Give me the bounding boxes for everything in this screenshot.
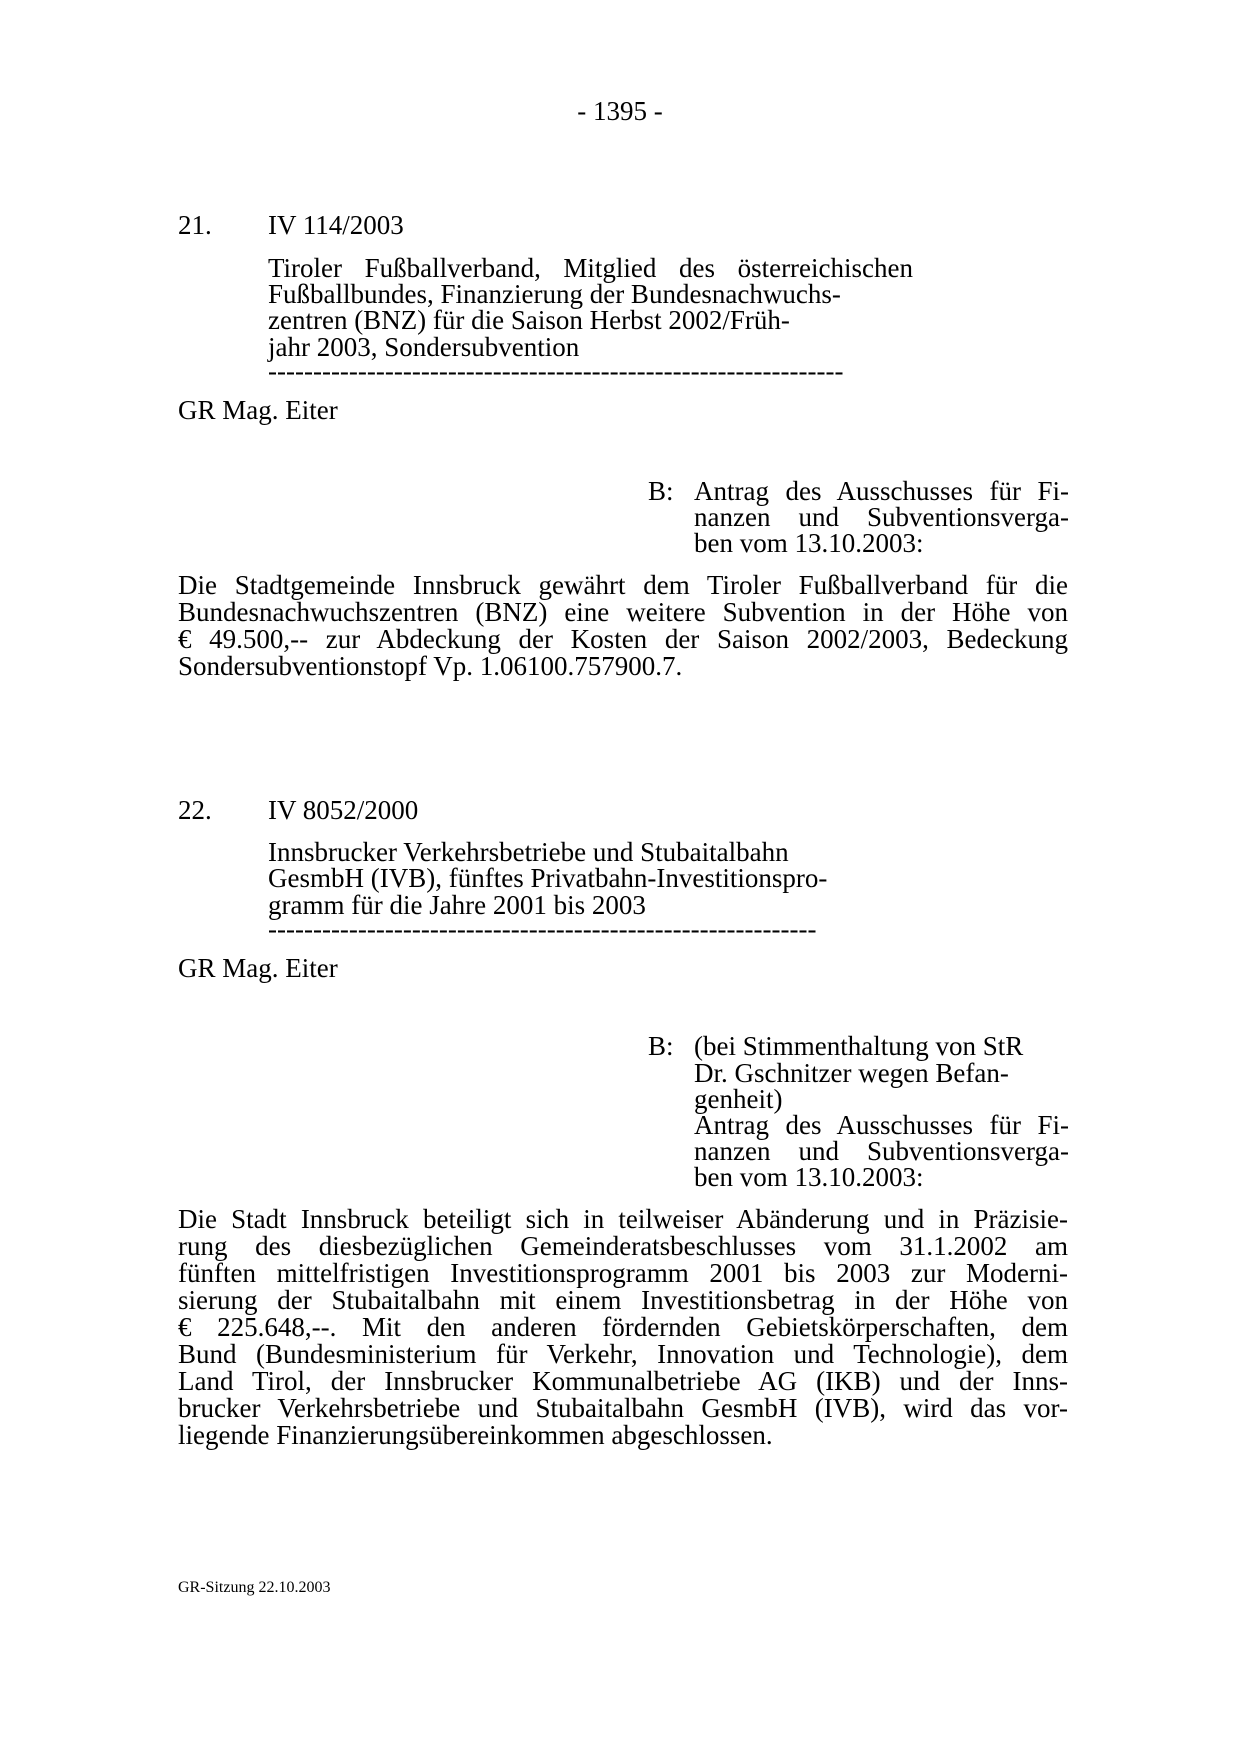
- decision-body-line: fünften mittelfristigen Investitionsprogramm 2001 bis 2003 zur Moderni-: [178, 1258, 1068, 1288]
- decision-body-line: brucker Verkehrsbetriebe und Stubaitalbahn GesmbH (IVB), wird das vor-: [178, 1393, 1068, 1423]
- decision-body-line: liegende Finanzierungsübereinkommen abgeschlossen.: [178, 1420, 773, 1450]
- decision-intro-line: Antrag des Ausschusses für Fi-: [694, 476, 1069, 506]
- decision-note-line: genheit): [694, 1084, 783, 1114]
- decision-note-line: (bei Stimmenthaltung von StR: [694, 1031, 1024, 1061]
- decision-body-line: Die Stadt Innsbruck beteiligt sich in teilweiser Abänderung und in Präzisie-: [178, 1204, 1068, 1234]
- decision-intro-line: nanzen und Subventionsverga-: [694, 502, 1069, 532]
- decision-intro: [694, 1112, 1069, 1192]
- speaker: GR Mag. Eiter: [178, 395, 338, 425]
- decision-note-line: Dr. Gschnitzer wegen Befan-: [694, 1058, 1009, 1088]
- item-reference: IV 8052/2000: [268, 795, 419, 825]
- decision-body: [0, 572, 1240, 682]
- decision-body: [0, 1206, 1240, 1456]
- decision-intro-line: ben vom 13.10.2003:: [694, 1162, 924, 1192]
- item-reference: IV 114/2003: [268, 210, 404, 240]
- decision-body-line: Bundesnachwuchszentren (BNZ) eine weitere Subvention in der Höhe von: [178, 597, 1068, 627]
- page-number: - 1395 -: [577, 96, 663, 126]
- item-subject-line: Fußballbundes, Finanzierung der Bundesnachwuchs-: [268, 279, 841, 309]
- decision-body-line: Die Stadtgemeinde Innsbruck gewährt dem Tiroler Fußballverband für die: [178, 570, 1068, 600]
- decision-intro-line: Antrag des Ausschusses für Fi-: [694, 1110, 1069, 1140]
- decision-intro-line: nanzen und Subventionsverga-: [694, 1136, 1069, 1166]
- decision-body-line: sierung der Stubaitalbahn mit einem Investitionsbetrag in der Höhe von: [178, 1285, 1068, 1315]
- speaker: GR Mag. Eiter: [178, 953, 338, 983]
- separator-line: ----------------------------------------------------------------: [268, 356, 844, 386]
- decision-body-line: rung des diesbezüglichen Gemeinderatsbeschlusses vom 31.1.2002 am: [178, 1231, 1068, 1261]
- decision-body-line: € 49.500,-- zur Abdeckung der Kosten der Saison 2002/2003, Bedeckung: [178, 624, 1068, 654]
- item-subject-line: zentren (BNZ) für die Saison Herbst 2002/Früh-: [268, 305, 790, 335]
- item-subject-line: Tiroler Fußballverband, Mitglied des österreichischen: [268, 253, 913, 283]
- item-subject-line: GesmbH (IVB), fünftes Privatbahn-Investitionspro-: [268, 863, 828, 893]
- decision-label: B:: [648, 1031, 674, 1061]
- decision-note: [694, 1033, 1069, 1113]
- decision-body-line: Sondersubventionstopf Vp. 1.06100.757900.7.: [178, 651, 683, 681]
- footer-session-date: GR-Sitzung 22.10.2003: [178, 1579, 331, 1596]
- decision-intro-line: ben vom 13.10.2003:: [694, 528, 924, 558]
- item-subject-line: jahr 2003, Sondersubvention: [268, 332, 580, 362]
- decision-body-line: Bund (Bundesministerium für Verkehr, Innovation und Technologie), dem: [178, 1339, 1068, 1369]
- decision-intro: [694, 478, 1069, 558]
- decision-body-line: € 225.648,--. Mit den anderen fördernden Gebietskörperschaften, dem: [178, 1312, 1068, 1342]
- decision-body-line: Land Tirol, der Innsbrucker Kommunalbetriebe AG (IKB) und der Inns-: [178, 1366, 1068, 1396]
- decision-label: B:: [648, 476, 674, 506]
- item-number: 21.: [178, 210, 212, 240]
- item-subject-line: Innsbrucker Verkehrsbetriebe und Stubaitalbahn: [268, 837, 789, 867]
- separator-line: -------------------------------------------------------------: [268, 914, 817, 944]
- item-number: 22.: [178, 795, 212, 825]
- item-subject-line: gramm für die Jahre 2001 bis 2003: [268, 890, 646, 920]
